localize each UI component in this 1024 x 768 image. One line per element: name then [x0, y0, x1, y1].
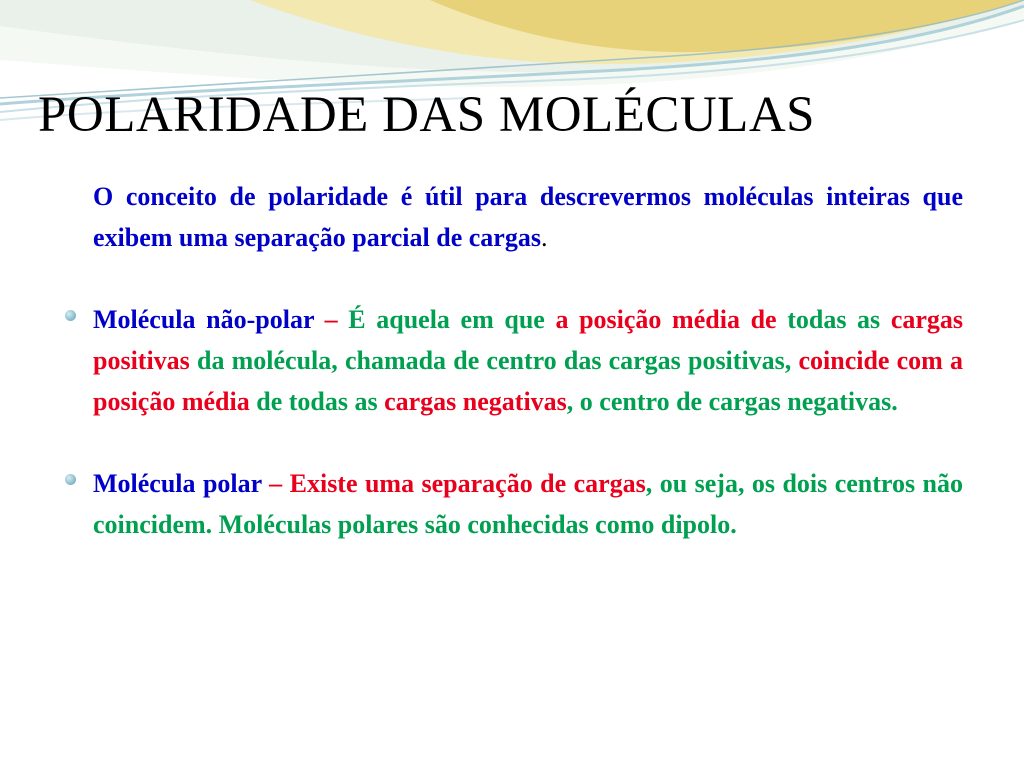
polar-text-1: , ou seja, os dois centros não coincidem. Moléculas polares são conhecidas como dipolo.: [93, 469, 964, 539]
bullet-nonpolar: [93, 299, 963, 422]
nonpolar-text-2: todas as: [776, 305, 891, 334]
polar-dash: –: [261, 469, 290, 498]
polar-term: Molécula polar: [93, 469, 262, 498]
nonpolar-highlight-3: coincide com a posição média: [93, 346, 964, 416]
nonpolar-dash: –: [314, 305, 349, 334]
nonpolar-text-4: de todas as: [249, 387, 385, 416]
slide-title: POLARIDADE DAS MOLÉCULAS: [38, 87, 816, 143]
nonpolar-highlight-1: a posição média de: [555, 305, 777, 334]
intro-paragraph: [93, 176, 963, 258]
nonpolar-text-5: , o centro de cargas negativas.: [566, 387, 898, 416]
nonpolar-term: Molécula não-polar: [93, 305, 315, 334]
polar-highlight-1: Existe uma separação de cargas: [289, 469, 646, 498]
nonpolar-highlight-4: cargas negativas: [384, 387, 567, 416]
bullet-polar: [93, 463, 963, 545]
bullet-dot-icon: [65, 474, 76, 485]
bullet-dot-icon: [65, 310, 76, 321]
intro-period: .: [540, 223, 548, 252]
nonpolar-text-1: É aquela em que: [348, 305, 556, 334]
nonpolar-text-3: da molécula, chamada de centro das cargas positivas,: [189, 346, 799, 375]
nonpolar-highlight-2: cargas positivas: [93, 305, 964, 375]
slide-body: [93, 176, 963, 545]
intro-text: O conceito de polaridade é útil para descrevermos moléculas inteiras que exibem uma separação parcial de cargas: [93, 182, 963, 252]
